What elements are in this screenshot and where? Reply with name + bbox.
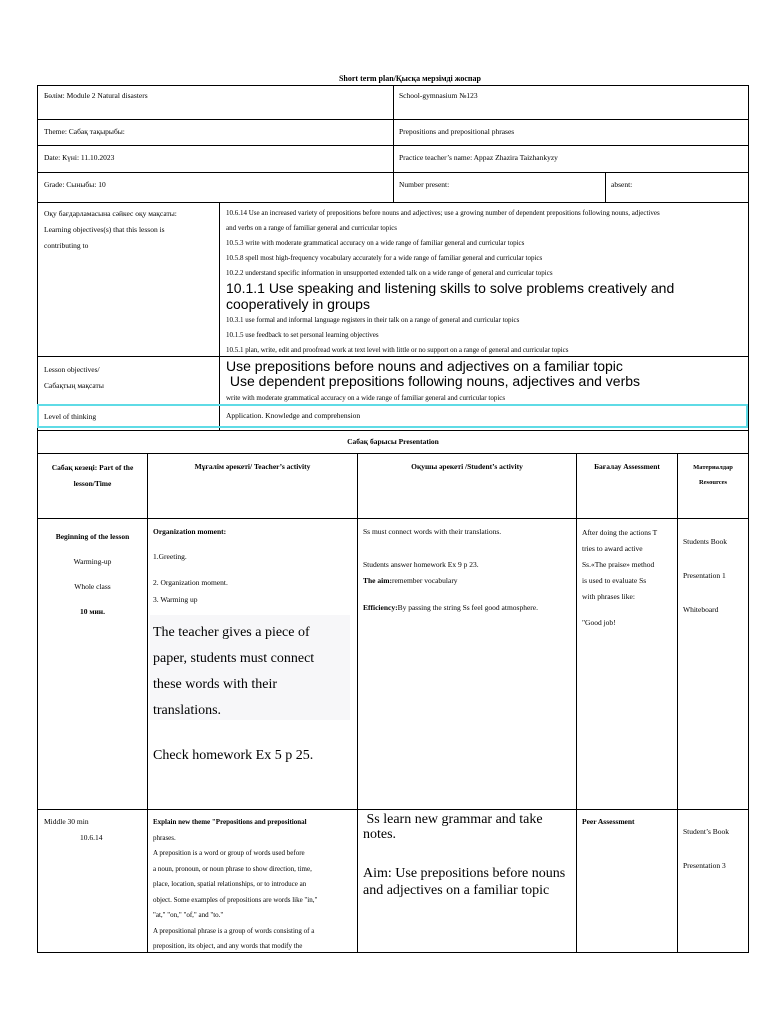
number-present: Number present: [399, 180, 450, 189]
table-border [37, 430, 749, 431]
teacher-instruction: The teacher gives a piece of paper, students must connect these words with their translations. [153, 625, 315, 718]
table-border [37, 202, 749, 203]
peer-assessment: Peer Assessment [582, 817, 635, 826]
middle-part-time: Middle 30 min [44, 817, 89, 826]
absent: absent: [611, 180, 633, 189]
theme-label: Theme: Сабақ тақырыбы: [44, 127, 125, 136]
lesson-objectives-label: Lesson objectives/ Сабақтың мақсаты [44, 365, 104, 390]
organization-moment-title: Organization moment: [153, 527, 227, 536]
praise-phrase: "Good job! [582, 618, 616, 627]
level-of-thinking-value: Application. Knowledge and comprehension [226, 411, 361, 420]
table-border [37, 809, 749, 810]
column-student-header: Оқушы әрекеті /Student’s activity [411, 462, 523, 471]
table-border [677, 453, 678, 952]
learning-objectives-list [226, 206, 746, 281]
presentation-header: Сабақ барысы Presentation [347, 437, 439, 446]
greeting-step: 1.Greeting. [153, 552, 187, 561]
middle-resources: Student’s Book Presentation 3 [683, 827, 730, 870]
objective-highlight: 10.1.1 Use speaking and listening skills to solve problems creatively and cooperatively in groups [226, 280, 675, 312]
column-teacher-header: Мұғалім әрекеті/ Teacher’s activity [194, 462, 311, 471]
organization-step: 2. Organization moment. [153, 578, 228, 587]
lesson-objective-1: Use prepositions before nouns and adjectives on a familiar topic [226, 358, 623, 374]
column-part-header: Сабақ кезеңі: Part of the lesson/Time [51, 463, 134, 488]
objective-item: 10.5.8 spell most high-frequency vocabulary accurately for a wide range of familiar general and curricular topics [226, 254, 543, 262]
student-efficiency: Efficiency:By passing the string Ss feel good atmosphere. [363, 603, 538, 612]
level-of-thinking-label: Level of thinking [44, 412, 97, 421]
table-border [393, 85, 394, 202]
page-title: Short term plan/Қысқа мерзімді жоспар [338, 74, 481, 83]
table-border [37, 518, 749, 519]
middle-teacher-text: Explain new theme "Prepositions and prepositional phrases. A preposition is a word or group of words used before a noun, pronoun, or noun phrase to show direction, time, place, location, spatial relationships, or to introduce an object. Some examples of prepositions are words like "in," "at," "on," "of," and "to." A prepositional phrase is a group of words consisting of a preposition, its object, and any words that modify the [153, 818, 318, 950]
school-name: School-gymnasium №123 [399, 91, 478, 100]
table-border [605, 172, 606, 202]
objective-item: 10.5.3 write with moderate grammatical accuracy on a wide range of familiar general and curricular topics [226, 239, 525, 247]
objective-item: 10.3.1 use formal and informal language registers in their talk on a range of general and curricular topics [226, 316, 520, 324]
table-border [37, 453, 749, 454]
table-border [147, 453, 148, 952]
table-border [576, 453, 577, 952]
table-border [357, 453, 358, 952]
column-resources-header: Материалдар Resources [693, 464, 733, 486]
middle-student-activity: Ss learn new grammar and take notes. [363, 812, 543, 842]
student-connect-words: Ss must connect words with their translations. [363, 527, 502, 536]
lesson-date: Date: Күні: 11.10.2023 [44, 153, 115, 162]
check-homework: Check homework Ex 5 p 25. [153, 748, 314, 763]
student-aim: The aim:remember vocabulary [363, 576, 458, 585]
lesson-objective-2: Use dependent prepositions following nouns, adjectives and verbs [226, 373, 641, 389]
objective-item: 10.6.14 Use an increased variety of prepositions before nouns and adjectives; use a growing number of dependent prepositions following nouns, adjectives [226, 209, 660, 217]
objective-item: 10.5.1 plan, write, edit and proofread work at text level with little or no support on a range of general and curricular topics [226, 346, 569, 354]
objective-item: 10.1.5 use feedback to set personal learning objectives [226, 331, 379, 339]
beginning-resources: Students Book Presentation 1 Whiteboard [683, 537, 727, 614]
beginning-assessment: After doing the actions T tries to award active Ss.«The praise» method is used to evaluate Ss with phrases like: [582, 528, 658, 601]
beginning-part: Beginning of the lesson Warming-up Whole class 10 мин. [55, 532, 130, 616]
student-homework: Students answer homework Ex 9 p 23. [363, 560, 479, 569]
warming-up-step: 3. Warming up [153, 595, 198, 604]
learning-objectives-list-after [226, 313, 746, 358]
grade: Grade: Сыныбы: 10 [44, 180, 106, 189]
learning-objectives-label: Оқу бағдарламасына сәйкес оқу мақсаты: Learning objectives(s) that this lesson is contributing to [44, 209, 177, 250]
column-assessment-header: Бағалау Assessment [594, 462, 660, 471]
lesson-objective-3: write with moderate grammatical accuracy on a wide range of familiar general and curricular topics [226, 394, 506, 402]
table-border [37, 952, 749, 953]
middle-part-code: 10.6.14 [80, 833, 103, 842]
middle-student-aim: Aim: Use prepositions before nouns and adjectives on a familiar topic [363, 866, 566, 898]
objective-item: 10.2.2 understand specific information in unsupported extended talk on a wide range of general and curricular topics [226, 269, 553, 277]
level-of-thinking-highlight [37, 404, 748, 428]
table-border [219, 202, 220, 430]
table-border [748, 85, 749, 952]
table-border [37, 85, 38, 952]
teacher-name: Practice teacher’s name: Appaz Zhazira Taizhankyzy [399, 153, 558, 162]
section-module: Бөлім: Module 2 Natural disasters [44, 91, 148, 100]
objective-item: and verbs on a range of familiar general and curricular topics [226, 224, 398, 232]
theme-value: Prepositions and prepositional phrases [399, 127, 515, 136]
